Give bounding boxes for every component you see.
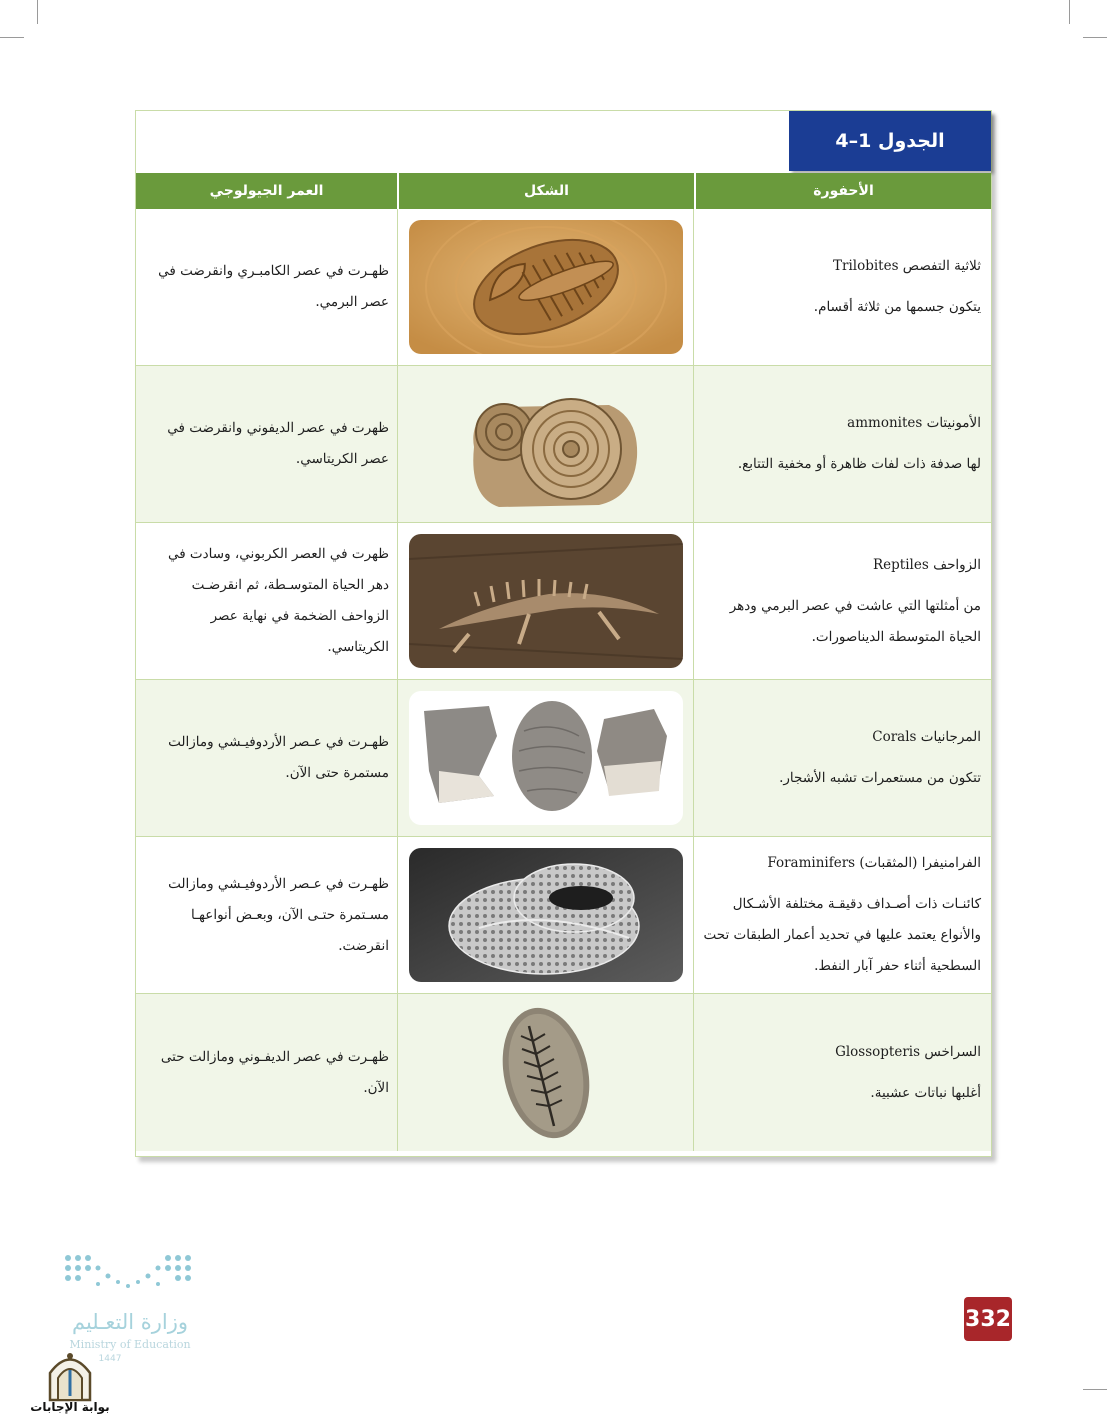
ministry-year: 1447: [98, 1354, 122, 1364]
ministry-dots-icon: [60, 1250, 200, 1305]
page-number: 332: [964, 1297, 1012, 1341]
table-row: [136, 680, 991, 837]
foraminifera-shell-image: [409, 848, 683, 982]
image-cell: [397, 680, 694, 836]
crop-mark: [1083, 1389, 1107, 1390]
organism-name: الأمونيتات ammonites: [847, 415, 981, 431]
crop-mark: [37, 0, 38, 24]
organism-description: تتكون من مستعمرات تشبه الأشجار.: [779, 770, 981, 786]
organism-cell: [694, 994, 991, 1151]
organism-name: المرجانيات Corals: [872, 729, 981, 745]
mosque-dome-icon: [30, 1348, 110, 1403]
organism-description: كائنـات ذات أصـداف دقيقـة مختلفة الأشـكال والأنواع يعتمد عليها في تحديد أعمار الطبقات تحت السطحية أثناء حفر آبار النفط.: [703, 896, 981, 974]
age-cell: [136, 366, 397, 522]
organism-description: يتكون جسمها من ثلاثة أقسام.: [813, 299, 981, 315]
geologic-age: ظهرت في العصر الكربوني، وسادت في دهر الحياة المتوسـطة، ثم انقرضـت الزواحف الضخمة في نهاية عصر الكريتاسي.: [167, 546, 389, 655]
organism-cell: [694, 680, 991, 836]
organism-description: أغلبها نباتات عشبية.: [870, 1084, 981, 1101]
age-cell: [136, 523, 397, 679]
age-cell: [136, 680, 397, 836]
table-row: [136, 994, 991, 1151]
organism-cell: [694, 523, 991, 679]
table-body: [136, 209, 991, 1151]
age-cell: [136, 994, 397, 1151]
crop-mark: [0, 37, 24, 38]
table-row: [136, 366, 991, 523]
ministry-name-english: Ministry of Education: [69, 1338, 191, 1351]
organism-name: ثلاثية التفصص Trilobites: [832, 258, 981, 274]
table-row: [136, 209, 991, 366]
crop-mark: [1069, 0, 1070, 24]
answers-portal-label: بوابة الإجابات: [30, 1400, 110, 1414]
image-cell: [397, 837, 694, 993]
header-organism: الأحفورة: [694, 173, 991, 209]
header-age: العمر الجيولوجي: [136, 173, 397, 209]
image-cell: [397, 209, 694, 365]
table-title: الجدول 1–4: [789, 111, 991, 171]
age-cell: [136, 837, 397, 993]
crop-mark: [1083, 37, 1107, 38]
fern-fossil-image: [409, 1006, 683, 1140]
image-cell: [397, 523, 694, 679]
table-header-row: [136, 173, 991, 209]
answers-portal-logo: [30, 1348, 110, 1420]
organism-cell: [694, 366, 991, 522]
coral-fossils-image: [409, 691, 683, 825]
fossils-table: [135, 110, 992, 1157]
organism-cell: [694, 209, 991, 365]
table-row: [136, 523, 991, 680]
table-row: [136, 837, 991, 994]
organism-description: لها صدفة ذات لفات ظاهرة أو مخفية التتابع.: [737, 456, 981, 472]
geologic-age: ظهرت في عصر الديفوني وانقرضت في عصر الكريتاسي.: [167, 420, 389, 467]
organism-description: من أمثلتها التي عاشت في عصر البرمي ودهر الحياة المتوسطة الديناصورات.: [729, 597, 981, 645]
geologic-age: ظهـرت في عـصر الأردوفيـشي ومازالت مستمرة حتى الآن.: [168, 734, 389, 781]
organism-name: الزواحف Reptiles: [873, 556, 981, 573]
reptile-fossil-image: [409, 534, 683, 668]
geologic-age: ظهـرت في عـصر الأردوفيـشي ومازالت مسـتمرة حتـى الآن، وبعـض أنواعهـا انقرضت.: [168, 875, 389, 954]
organism-name: السراخس Glossopteris: [835, 1043, 981, 1060]
organism-name: الفرامنيفرا (المثقبات) Foraminifers: [767, 855, 981, 871]
trilobite-fossil-image: [409, 220, 683, 354]
geologic-age: ظهـرت في عصر الكامبـري وانقرضت في عصر البرمي.: [158, 263, 389, 310]
geologic-age: ظهـرت في عصر الديفـوني ومازالت حتى الآن.: [160, 1048, 389, 1096]
ministry-name-arabic: وزارة التعـليم: [71, 1310, 189, 1334]
age-cell: [136, 209, 397, 365]
organism-cell: [694, 837, 991, 993]
ammonite-fossil-image: [409, 377, 683, 511]
image-cell: [397, 994, 694, 1151]
header-shape: الشكل: [397, 173, 694, 209]
image-cell: [397, 366, 694, 522]
